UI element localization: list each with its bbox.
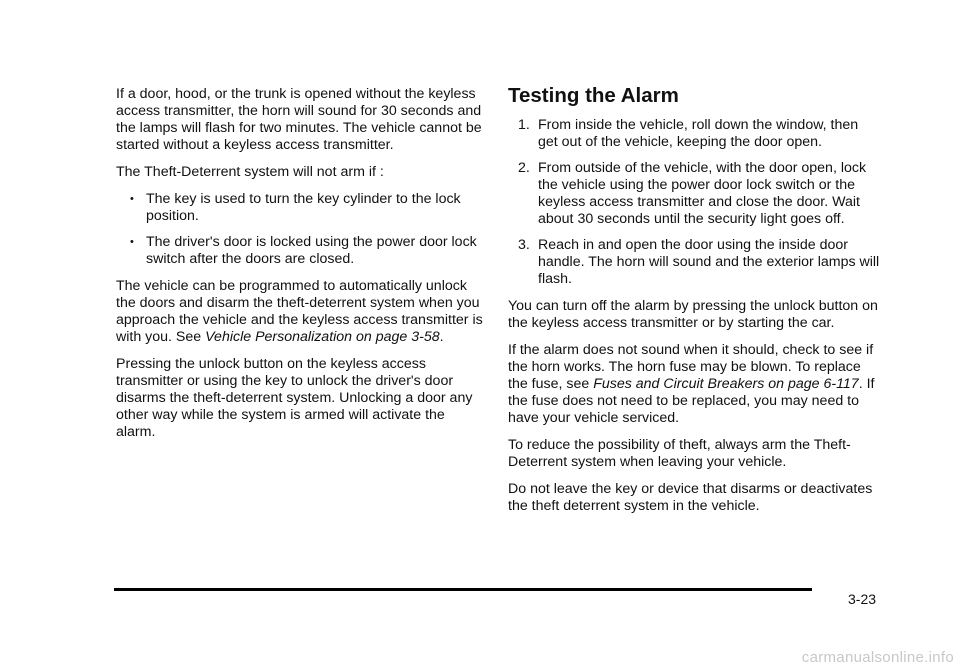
step-text: Reach in and open the door using the inside door handle. The horn will sound and the exterior lamps will flash. [538, 237, 880, 287]
paragraph-do-not-leave-key: Do not leave the key or device that disarms or deactivates the theft deterrent system in the vehicle. [508, 481, 873, 514]
step-text: From inside the vehicle, roll down the window, then get out of the vehicle, keeping the door open. [538, 117, 859, 150]
will-not-arm-list [116, 191, 488, 268]
list-item [116, 234, 488, 268]
paragraph-door-opened: If a door, hood, or the trunk is opened without the keyless access transmitter, the horn will sound for 30 seconds and the lamps will flash for two minutes. The vehicle cannot be started without a keyless access transmitter. [116, 86, 482, 153]
section-heading: Testing the Alarm [508, 84, 679, 107]
list-item-text: The key is used to turn the key cylinder to the lock position. [146, 191, 461, 224]
cross-reference-link[interactable]: Vehicle Personalization on page 3-58 [205, 329, 440, 345]
step-number: 3. [518, 237, 530, 253]
step-item [508, 160, 880, 228]
testing-steps-list [508, 117, 880, 288]
step-item [508, 117, 880, 151]
paragraph-text: If the alarm does not sound when it should, check to see if the horn works. The horn fuse may be blown. To replace the fuse, see [508, 342, 874, 392]
bullet-icon: • [130, 193, 134, 205]
list-item-text: The driver's door is locked using the power door lock switch after the doors are closed. [146, 234, 477, 267]
step-number: 2. [518, 160, 530, 176]
paragraph-end: . [439, 329, 444, 345]
page-number: 3-23 [848, 591, 877, 607]
footer-rule [114, 588, 812, 591]
paragraph-will-not-arm: The Theft-Deterrent system will not arm if : [116, 164, 384, 180]
paragraph-turn-off-alarm: You can turn off the alarm by pressing the unlock button on the keyless access transmitter or by starting the car. [508, 298, 878, 331]
paragraph-horn-fuse [508, 342, 880, 427]
right-column [508, 84, 880, 525]
paragraph-reduce-theft: To reduce the possibility of theft, always arm the Theft-Deterrent system when leaving your vehicle. [508, 437, 851, 470]
paragraph-disarm: Pressing the unlock button on the keyless access transmitter or using the key to unlock the driver's door disarms the theft-deterrent system. Unlocking a door any other way while the system is armed will activate the alarm. [116, 356, 473, 440]
cross-reference-link[interactable]: Fuses and Circuit Breakers on page 6-117 [593, 376, 859, 392]
step-item [508, 237, 880, 288]
left-column [116, 86, 488, 451]
paragraph-auto-unlock [116, 278, 488, 346]
paragraph-text: The vehicle can be programmed to automatically unlock the doors and disarm the theft-deterrent system when you approach the vehicle and the keyless access transmitter is with you. See [116, 278, 483, 345]
list-item [116, 191, 488, 225]
paragraph-end: . If the fuse does not need to be replaced, you may need to have your vehicle serviced. [508, 376, 875, 426]
watermark: carmanualsonline.info [801, 649, 954, 666]
bullet-icon: • [130, 236, 134, 248]
step-text: From outside of the vehicle, with the door open, lock the vehicle using the power door lock switch or the keyless access transmitter and close the door. Wait about 30 seconds until the security light goes off. [538, 160, 867, 227]
step-number: 1. [518, 117, 530, 133]
